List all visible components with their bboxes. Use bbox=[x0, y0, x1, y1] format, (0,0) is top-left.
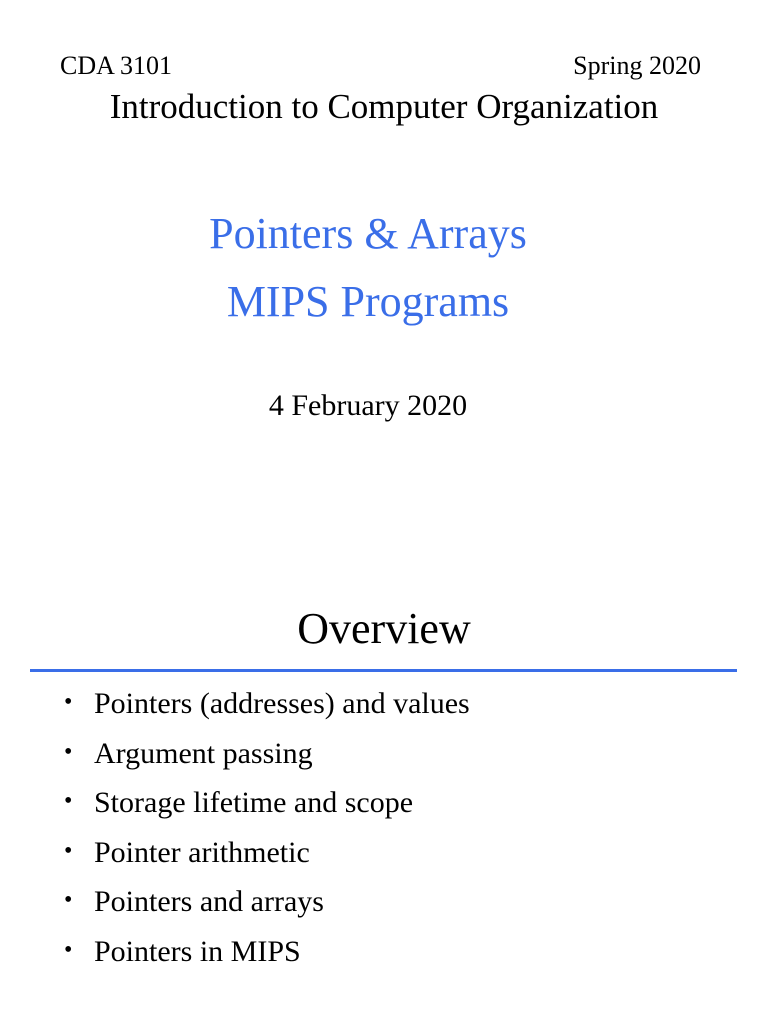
heading-divider bbox=[30, 669, 737, 672]
lecture-title-line: MIPS Programs bbox=[226, 277, 510, 326]
bullet-text: Pointers (addresses) and values bbox=[94, 687, 470, 720]
bullet-icon: • bbox=[64, 738, 73, 765]
slide-heading: Overview bbox=[297, 604, 471, 653]
bullet-icon: • bbox=[64, 837, 73, 864]
bullet-text: Pointer arithmetic bbox=[94, 835, 310, 869]
course-code: CDA 3101 bbox=[60, 51, 172, 80]
bullet-icon: • bbox=[64, 689, 73, 715]
bullet-icon: • bbox=[64, 887, 73, 913]
semester: Spring 2020 bbox=[573, 51, 701, 80]
bullet-text: Argument passing bbox=[94, 736, 313, 770]
bullet-text: Pointers and arrays bbox=[94, 885, 324, 918]
overview-slide bbox=[0, 570, 768, 1024]
bullet-icon: • bbox=[64, 788, 73, 814]
bullet-text: Pointers in MIPS bbox=[94, 934, 301, 968]
lecture-title-line: Pointers & Arrays bbox=[209, 209, 527, 258]
bullet-icon: • bbox=[64, 936, 73, 963]
course-title: Introduction to Computer Organization bbox=[109, 87, 659, 126]
bullet-text: Storage lifetime and scope bbox=[94, 786, 414, 819]
lecture-date: 4 February 2020 bbox=[268, 389, 468, 422]
